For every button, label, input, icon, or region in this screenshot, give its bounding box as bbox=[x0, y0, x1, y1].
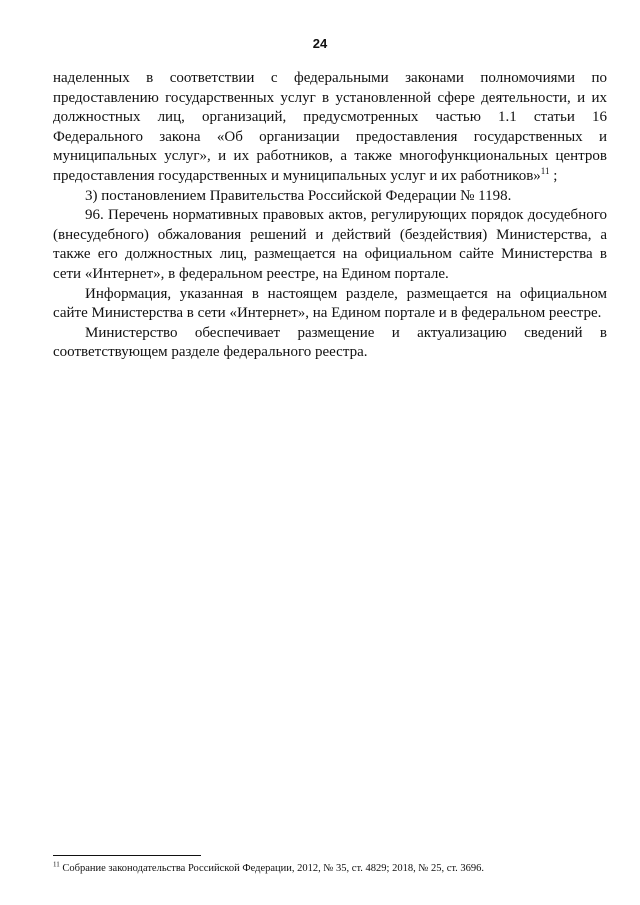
footnote-divider bbox=[53, 855, 201, 856]
footnote-reference: 11 bbox=[540, 165, 550, 176]
paragraph-ministry: Министерство обеспечивает размещение и актуализацию сведений в соответствующем разделе федерального реестра. bbox=[53, 324, 607, 361]
paragraph-information: Информация, указанная в настоящем разделе, размещается на официальном сайте Министерства в сети «Интернет», на Едином портале и в федеральном реестре. bbox=[53, 285, 607, 322]
paragraph-text: наделенных в соответствии с федеральными законами полномочиями по предоставлению государственных услуг в установленной сфере деятельности, и их должностных лиц, организаций, предусмотренных частью 1.1 статьи 16 Федерального закона «Об организации предоставления государственных и муниципальных услуг», и их работников, а также многофункциональных центров предоставления государственных и муниципальных услуг и их работников» bbox=[53, 70, 607, 184]
document-body bbox=[53, 69, 607, 363]
footnote bbox=[53, 862, 613, 876]
paragraph-96: 96. Перечень нормативных правовых актов, регулирующих порядок досудебного (внесудебного) обжалования решений и действий (бездействия) Министерства, а также его должностных лиц, размещается на официальном сайте Министерства в сети «Интернет», в федеральном реестре, на Едином портале. bbox=[53, 207, 607, 282]
paragraph-text-tail: ; bbox=[549, 167, 558, 184]
footnote-number: 11 bbox=[53, 860, 60, 869]
page-number: 24 bbox=[312, 36, 328, 51]
footnote-text: Собрание законодательства Российской Федерации, 2012, № 35, ст. 4829; 2018, № 25, ст. 3696. bbox=[59, 863, 485, 874]
paragraph-continuation bbox=[53, 69, 607, 187]
list-item-3: 3) постановлением Правительства Российской Федерации № 1198. bbox=[85, 187, 512, 204]
